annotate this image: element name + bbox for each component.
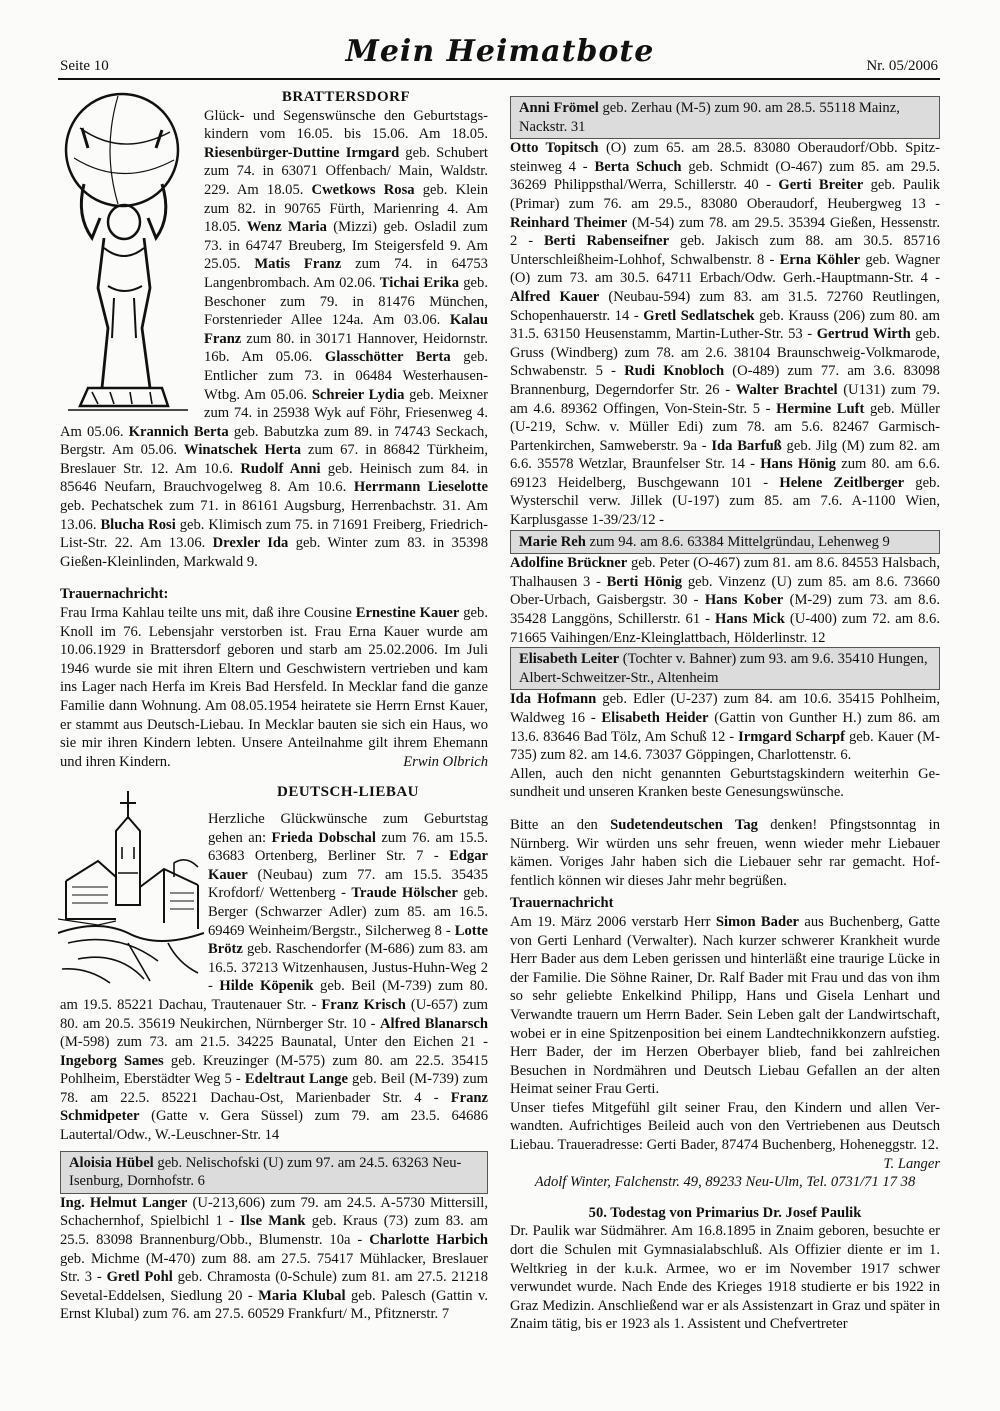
obituary-2-condolence: Unser tiefes Mitgefühl gilt seiner Frau, den Kindern und allen Verwandten. Aufrichtiges Beileid auch von den Vertriebenen aus Deutsch Liebau. Traueradresse: Gerti Bader, 87474 Buchenberg, Hoheneggstr. 12. T. Langer xyxy=(510,1099,940,1172)
brattersdorf-birthdays: Glück- und Segenswünsche den Geburtstagskindern vom 16.05. bis 15.06. Am 18.05. Riesenbürger-Duttine Irmgard geb. Schubert zum 74. in 63071 Offenbach/ Main, Waldstr. 229. Am 18.05. Cwetkows Rosa geb. Klein zum 82. in 90765 Fürth, Marienring 4. Am 18.05. Wenz Maria (Mizzi) geb. Osladil zum 73. in 64747 Breuberg, Im Steigersfeld 9. Am 25.05. Matis Franz zum 74. in 64753 Langenbrombach. Am 02.06. Tichai Erika geb. Beschoner zum 79. in 81476 München, Forstenrieder Allee 124a. Am 03.06. Kalau Franz zum 80. in 30171 Hannover, Heidornstr. 16b. Am 05.06. Glasschötter Berta geb. Entlicher zum 73. in 06484 Westerhausen-Wtbg. Am 05.06. Schreier Lydia geb. Meixner zum 74. in 25938 Wyk auf Föhr, Friesenweg 4. Am 05.06. Krannich Berta geb. Babutzka zum 89. in 74743 Seckach, Bergstr. Am 05.06. Winatschek Herta zum 67. in 86842 Türkheim, Breslauer Str. 12. Am 10.6. Rudolf Anni geb. Heinisch zum 84. in 85646 Neufarn, Brauchvogelweg 8. Am 10.6. Herrmann Lieselotte geb. Pechatschek zum 71. in 86161 Augsburg, Herrenbachstr. 31. Am 13.06. Blucha Rosi geb. Klimisch zum 75. in 71691 Freiberg, Friedrich-List-Str. 22. Am 13.06. Drexler Ida geb. Winter zum 83. in 35398 Gießen-Kleinlinden, Markwald 9. xyxy=(60,107,489,570)
contact-line: Adolf Winter, Falchenstr. 49, 89233 Neu-Ulm, Tel. 0731/71 17 38 xyxy=(534,1174,916,1191)
birthdays-continued: Ing. Helmut Langer (U-213,606) zum 79. am 24.5. A-5730 Mittersill, Schachernhof, Spielbichl 1 - Ilse Mank geb. Kraus (73) zum 83. am 25.5. 83098 Brannenburg/Obb., Blumenstr. 10a - Charlotte Harbich geb. Michme (M-470) zum 88. am 27.5. 75417 Mühlacker, Breslauer Str. 3 - Gretl Pohl geb. Chramosta (0-Schule) zum 81. am 27.5. 21218 Sevetal-Eddelsen, Siedlung 20 - Maria Klubal geb. Palesch (Gattin v. Ernst Klubal) zum 76. am 27.5. 60529 Frankfurt/ M., Pfitznerstr. 7 xyxy=(60,1194,488,1323)
issue-number: Nr. 05/2006 xyxy=(866,58,938,74)
obituary-signature: Erwin Olbrich xyxy=(403,753,488,770)
highlight-box-leiter: Elisabeth Leiter (Tochter v. Bahner) zum 93. am 9.6. 35410 Hungen, Albert-Schweitzer-Str., Altenheim xyxy=(510,647,940,690)
section-title-deutsch-liebau: DEUTSCH-LIEBAU xyxy=(276,784,420,801)
birthdays-part-3: Ida Hofmann geb. Edler (U-237) zum 84. am 10.6. 35415 Pohlheim, Waldweg 16 - Elisabeth Heider (Gattin von Gunther H.) zum 86. am 13.6. 83646 Bad Tölz, Am Schuß 12 - Irmgard Scharpf geb. Kauer (M-735) zum 82. am 14.6. 73037 Göppingen, Charlottenstr. 6. xyxy=(510,691,940,764)
page-header xyxy=(0,0,1000,80)
atlas-statue-illustration xyxy=(58,88,200,416)
birthdays-part-1: Otto Topitsch (O) zum 65. am 28.5. 83080 Oberaudorf/Obb. Spitzsteinweg 4 - Berta Schuch geb. Schmidt (O-467) zum 85. am 29.5. 36269 Philippsthal/Werra, Schillerstr. 40 - Gerti Breiter geb. Paulik (Primar) zum 76. am 29.5., 83080 Oberaudorf, Heubergweg 13 - Reinhard Theimer (M-54) zum 78. am 29.5. 35394 Gießen, Hessenstr. 2 - Berti Rabenseifner geb. Jakisch zum 88. am 30.5. 85716 Unterschleißheim-Lohhof, Schwalbenstr. 8 - Erna Köhler geb. Wagner (O) zum 73. am 30.5. 64711 Erbach/Odw. Gerh.-Hauptmann-Str. 4 - Alfred Kauer (Neubau-594) zum 83. am 31.5. 72760 Reutlingen, Schopenhauerstr. 14 - Gretl Sedlatschek geb. Krauss (206) zum 80. am 31.5. 63150 Heusenstamm, Martin-Luther-Str. 53 - Gertrud Wirth geb. Gruss (Windberg) zum 78. am 2.6. 38104 Braunschweig-Volkmarode, Schwabenstr. 5 - Rudi Knobloch (O-489) zum 77. am 3.6. 83098 Brannenburg, Degerndorfer Str. 26 - Walter Brachtel (U131) zum 79. am 4.6. 89362 Offingen, Von-Stein-Str. 5 - Hermine Luft geb. Müller (U-219, Schw. v. Müller Edi) zum 78. am 5.6. 82467 Garmisch-Partenkirchen, Samweberstr. 9a - Ida Barfuß geb. Jilg (M) zum 82. am 6.6. 35578 Wetzlar, Braunfelser Str. 14 - Hans Hönig zum 80. am 6.6. 69123 Heidelberg, Buschgewann 101 - Helene Zeitlberger geb. Wysterschil verw. Jillek (U-197) zum 85. am 7.6. A-1100 Wien, Karplusgasse 1-39/23/12 - xyxy=(510,140,941,529)
church-village-illustration xyxy=(58,783,204,985)
highlight-box-reh: Marie Reh zum 94. am 8.6. 63384 Mittelgründau, Lehenweg 9 xyxy=(510,530,940,555)
sudetendeutscher-tag-note: Bitte an den Sudetendeutschen Tag denken! Pfingstsonntag in Nürnberg. Wir würden uns sehr freuen, wenn wieder mehr Liebauer kämen. Voriges Jahr haben sich die Liebauer sehr rar gemacht. Hoffentlich können wir dieses Jahr mehr begrüßen. xyxy=(510,816,940,889)
closing-wishes: Allen, auch den nicht genannten Geburtstagskindern weiterhin Gesundheit und unseren Kranken beste Genesungswünsche. xyxy=(510,765,940,801)
header-rule xyxy=(58,78,940,80)
highlight-box-huebel: Aloisia Hübel geb. Nelischofski (U) zum 97. am 24.5. 63263 Neu-Isenburg, Dornhofstr. 6 xyxy=(60,1151,488,1194)
deutsch-liebau-birthdays: Herzliche Glückwünsche zum Geburtstag gehen an: Frieda Dobschal zum 76. am 15.5. 63683 Ortenberg, Berliner Str. 7 - Edgar Kauer (Neubau) zum 77. am 15.5. 35435 Krofdorf/ Wettenberg - Traude Hölscher geb. Berger (Schwarzer Adler) zum 85. am 16.5. 69469 Weinheim/Bergstr., Silcherweg 8 - Lotte Brötz geb. Raschendorfer (M-686) zum 83. am 16.5. 37213 Witzenhausen, Justus-Huhn-Weg 2 - Hilde Köpenik geb. Beil (M-739) zum 80. am 19.5. 85221 Dachau, Trautenauer Str. - Franz Krisch (U-657) zum 80. am 20.5. 35619 Neukirchen, Nürnberger Str. 10 - Alfred Blanarsch (M-598) zum 73. am 21.5. 34225 Baunatal, Unter den Eichen 21 - Ingeborg Sames geb. Kreuzinger (M-575) zum 80. am 22.5. 35415 Pohlheim, Eberstädter Weg 5 - Edeltraut Lange geb. Beil (M-739) zum 78. am 22.5. 85221 Dachau-Ost, Marienbader Str. 4 - Franz Schmidpeter (Gatte v. Gera Süssel) zum 79. am 23.5. 64686 Lautertal/Odw., W.-Leuschner-Str. 14 xyxy=(60,810,489,1144)
birthdays-part-2: Adolfine Brückner geb. Peter (O-467) zum 81. am 8.6. 84553 Halsbach, Thalhausen 3 - Berti Hönig geb. Vinzenz (U) zum 85. am 8.6. 73660 Ober-Urbach, Gaisbergstr. 30 - Hans Kober (M-29) zum 73. am 8.6. 35428 Langgöns, Schillerstr. 61 - Hans Mick (U-400) zum 72. am 8.6. 71665 Vaihingen/Enz-Kleinglattbach, Hölderlinstr. 12 xyxy=(510,555,941,646)
obituary-2-text: Am 19. März 2006 verstarb Herr Simon Bader aus Buchenberg, Gatte von Gerti Lenhard (Verwalter). Nach kurzer schwerer Krankheit wurde Herr Bader aus dem Leben gerissen und hinterläßt eine traurige Lücke in der Familie. Die Söhne Rainer, Dr. Ralf Bader mit Frau und das von ihm so sehr geliebte Enkelkind Philipp, Hans und Gisela Lenhart und Verwandte trauern um Herrn Bader. Sein Leben galt der Landwirtschaft, wobei er in eine Spitzenposition bei einem Landtechnikkonzern aufstieg. Herr Bader, der im Herzen Oberbayer blieb, fand bei zahlreichen Besuchen in Nordmähren und Deutsch Liebau Gefallen an der alten Heimat seiner Frau Gerti. xyxy=(510,913,940,1098)
left-column xyxy=(60,88,488,1324)
obituary-title: Trauernachricht: xyxy=(60,586,169,603)
obituary-text: Frau Irma Kahlau teilte uns mit, daß ihre Cousine Ernestine Kauer geb. Knoll im 76. Lebensjahr verstorben ist. Frau Erna Kauer wurde am 10.06.1929 in Brattersdorf geboren und starb am 25.02.2006. Im Juli 1946 wurde sie mit ihren Eltern und Geschwistern vertrieben und kam ins Lager nach Herfa im Kreis Bad Hersfeld. In Mecklar fand die ganze Familie dann Wohnung. Am 08.05.1954 heiratete sie Herrn Ernst Kauer, er stammt aus Deutsch-Liebau. In Mecklar bauten sie sich ein Haus, wo sie mir ihren Kindern lebten. Unsere Anteilnahme gilt ihrem Ehemann und ihren Kindern. Erwin Olbrich xyxy=(60,605,488,770)
obituary-2-signature: T. Langer xyxy=(883,1155,940,1172)
section-title-brattersdorf: BRATTERSDORF xyxy=(281,89,411,105)
right-column xyxy=(510,88,940,1334)
masthead-logo: Mein Heimatbote xyxy=(345,34,655,69)
highlight-box-froemel: Anni Frömel geb. Zerhau (M-5) zum 90. am 28.5. 55118 Mainz, Nackstr. 31 xyxy=(510,96,940,139)
page-number: Seite 10 xyxy=(60,58,109,74)
paulik-title: 50. Todestag von Primarius Dr. Josef Paulik xyxy=(588,1204,862,1221)
paulik-text: Dr. Paulik war Südmährer. Am 16.8.1895 in Znaim geboren, besuchte er dort die Schulen mit Gymnasialabschluß. Als Offizier diente er im 1. Weltkrieg in der k.u.k. Armee, wo er im November 1917 schwer verwundet wurde. Nach Ende des Krieges 1918 studierte er bis 1922 in Graz Medizin. Anschließend war er als Assistenzart in Graz und später in Znaim tätig, bis er 1923 als 1. Assistent und Chefvertreter xyxy=(510,1223,940,1333)
obituary-2-title: Trauernachricht xyxy=(510,895,614,912)
